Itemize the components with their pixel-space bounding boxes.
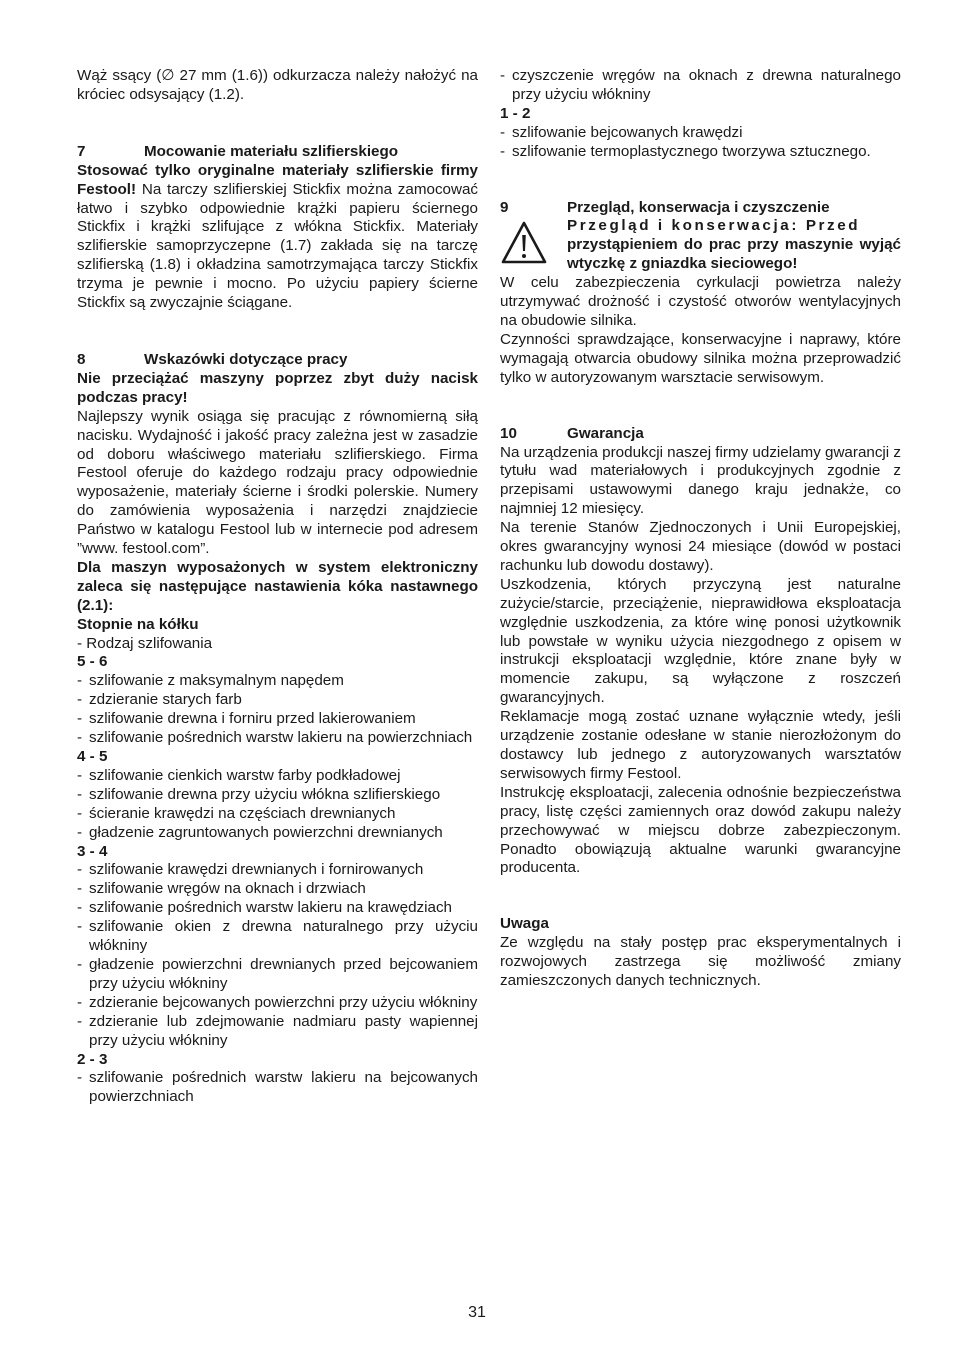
list-dash: - — [77, 766, 83, 784]
list-item-text: szlifowanie drewna przy użyciu włókna szlifierskiego — [89, 785, 441, 803]
section-9-heading — [500, 199, 901, 218]
level-2-3-list — [77, 1069, 478, 1107]
warning-triangle-icon — [500, 219, 548, 267]
list-dash: - — [77, 918, 83, 936]
list-item — [500, 124, 901, 143]
list-dash: - — [77, 899, 83, 917]
note-title: Uwaga — [500, 915, 549, 933]
level-2-3-label: 2 - 3 — [77, 1050, 108, 1068]
page-number: 31 — [468, 1304, 486, 1321]
list-dash: - — [500, 123, 506, 141]
level-4-5-list — [77, 767, 478, 843]
warranty-paragraph-4: Reklamacje mogą zostać uznane wyłącznie wtedy, jeśli urządzenie zostanie odesłane w stanie nierozłożonym do dostawcy lub jednego z autoryzowanych warsztatów serwisowych firmy Festool. — [500, 708, 901, 782]
list-item-text: szlifowanie cienkich warstw farby podkładowej — [89, 766, 401, 784]
level-1-2-list — [500, 124, 901, 162]
list-dash: - — [77, 823, 83, 841]
list-item-text: zdzieranie lub zdejmowanie nadmiaru pasty wapiennej przy użyciu włókniny — [89, 1012, 478, 1049]
list-dash: - — [77, 785, 83, 803]
list-dash: - — [77, 955, 83, 973]
level-2-3-continued-list — [500, 67, 901, 105]
list-item — [77, 729, 478, 748]
section-title: Wskazówki dotyczące pracy — [144, 350, 348, 368]
warning-line-1: Przegląd i konserwacja: Przed — [567, 217, 861, 235]
list-item — [77, 672, 478, 691]
left-column — [77, 67, 478, 1107]
level-5-6-list — [77, 672, 478, 748]
hose-paragraph: Wąż ssący (∅ 27 mm (1.6)) odkurzacza należy nałożyć na króciec odsysający (1.2). — [77, 67, 478, 103]
list-item — [77, 918, 478, 956]
list-dash: - — [77, 880, 83, 898]
section-title: Przegląd, konserwacja i czyszczenie — [567, 198, 830, 216]
list-item-text: szlifowanie pośrednich warstw lakieru na powierzchniach — [89, 729, 473, 747]
list-item-text: szlifowanie drewna i forniru przed lakierowaniem — [89, 710, 416, 728]
section-number: 8 — [77, 350, 86, 368]
list-item-text: ścieranie krawędzi na częściach drewnianych — [89, 804, 396, 822]
list-item-text: zdzieranie bejcowanych powierzchni przy użyciu włókniny — [89, 993, 478, 1011]
list-item-text: gładzenie zagruntowanych powierzchni drewnianych — [89, 823, 443, 841]
list-item-text: szlifowanie z maksymalnym napędem — [89, 672, 344, 690]
section-7-body — [77, 162, 478, 313]
list-dash: - — [500, 67, 506, 84]
list-dash: - — [77, 993, 83, 1011]
list-item — [77, 767, 478, 786]
section-9-paragraph-1: W celu zabezpieczenia cyrkulacji powietrza należy utrzymywać drożność i czystość otworów wentylacyjnych na obudowie silnika. — [500, 274, 901, 329]
list-item — [77, 786, 478, 805]
list-item — [77, 880, 478, 899]
list-dash: - — [77, 861, 83, 879]
list-item — [500, 143, 901, 162]
section-number: 7 — [77, 142, 86, 160]
list-item-text: szlifowanie krawędzi drewnianych i fornirowanych — [89, 861, 424, 879]
section-8-warning: Nie przeciążać maszyny poprzez zbyt duży nacisk podczas pracy! — [77, 369, 478, 406]
list-dash: - — [77, 729, 83, 747]
section-10-heading — [500, 425, 901, 444]
list-item — [77, 899, 478, 918]
level-3-4-label: 3 - 4 — [77, 842, 108, 860]
section-7-text: Na tarczy szlifierskiej Stickfix można zamocować łatwo i szybko odpowiednie krążki papieru ściernego Stickfix i krążki szlifujące z włókna Stickfix. Materiały szlifierskie samoprzyczepne (1.7) zakłada się na tarczę szlifierską (1.8) i okładzina samotrzymająca tarczy Stickfix trzyma je pewnie i mocno. Po użyciu papiery ścierne Stickfix są zwyczajnie ściągane. — [77, 180, 478, 312]
note-text: Ze względu na stały postęp prac eksperymentalnych i rozwojowych zastrzega się możliwość zmiany zamieszczonych danych technicznych. — [500, 934, 901, 990]
list-item — [77, 1069, 478, 1107]
section-title: Gwarancja — [567, 424, 644, 442]
list-item — [500, 67, 901, 105]
section-8-heading — [77, 351, 478, 370]
list-dash: - — [500, 142, 506, 160]
section-8-text: Najlepszy wynik osiąga się pracując z równomierną siłą nacisku. Wydajność i jakość pracy zależna jest w zasadzie od doboru właściwego materiału szlifierskiego. Firma Festool oferuje do każdego rodzaju pracy odpowiednie wyposażenie, materiały ścierne i środki polerskie. Numery do zamówienia wyposażenia i narzędzi znajdziecie Państwo w katalogu Festool lub w internecie pod adresem ”www. festool.com”. — [77, 407, 478, 558]
warranty-paragraph-5: Instrukcję eksploatacji, zalecenia odnośnie bezpieczeństwa pracy, listę części zamiennych oraz dowód zakupu należy przechowywać w miejscu dobrze zabezpieczonym. Ponadto obowiązują aktualne warunki gwarancyjne producenta. — [500, 783, 901, 877]
list-item-text: szlifowanie pośrednich warstw lakieru na krawędziach — [89, 899, 452, 917]
section-7-bold: Stosować tylko oryginalne materiały szlifierskie firmy Festool! — [77, 161, 478, 198]
section-number: 10 — [500, 424, 517, 442]
list-item-text: szlifowanie wręgów na oknach i drzwiach — [89, 880, 366, 898]
list-item-text: szlifowanie termoplastycznego tworzywa sztucznego. — [512, 142, 871, 160]
list-item-text: szlifowanie bejcowanych krawędzi — [512, 123, 743, 141]
list-item — [77, 710, 478, 729]
warranty-paragraph-1: Na urządzenia produkcji naszej firmy udzielamy gwarancji z tytułu wad materiałowych i produkcyjnych zgodnie z przepisami ustawowymi danego kraju jednakże, co najmniej 12 miesięcy. — [500, 443, 901, 518]
list-item-text: szlifowanie okien z drewna naturalnego przy użyciu włókniny — [89, 918, 478, 955]
list-dash: - — [77, 1069, 83, 1087]
warning-line-2: przystąpieniem do prac przy maszynie wyjąć wtyczkę z gniazdka sieciowego! — [567, 236, 901, 273]
list-dash: - — [77, 691, 83, 709]
list-item — [77, 956, 478, 994]
safety-warning — [500, 217, 901, 274]
section-number: 9 — [500, 198, 509, 216]
list-item-text: szlifowanie pośrednich warstw lakieru na bejcowanych powierzchniach — [89, 1069, 478, 1106]
list-dash: - — [77, 710, 83, 728]
warranty-paragraph-3: Uszkodzenia, których przyczyną jest naturalne zużycie/starcie, przeciążenie, nieprawidłowa eksploatacja względnie uszkodzenia, za które winę ponosi użytkownik lub powstałe w wyniku użycia niezgodnego z opisem w instrukcji eksploatacji względnie, które znane były w momencie zakupu, są wyłączone z roszczeń gwarancyjnych. — [500, 575, 901, 707]
level-1-2-label: 1 - 2 — [500, 104, 531, 122]
list-item — [77, 691, 478, 710]
sanding-type-label: - Rodzaj szlifowania — [77, 634, 213, 652]
list-item-text: czyszczenie wręgów na oknach z drewna naturalnego przy użyciu włókniny — [512, 67, 901, 103]
list-item — [77, 805, 478, 824]
list-item-text: gładzenie powierzchni drewnianych przed bejcowaniem przy użyciu włókniny — [89, 955, 478, 992]
list-item — [77, 994, 478, 1013]
list-item — [77, 861, 478, 880]
level-4-5-label: 4 - 5 — [77, 748, 108, 765]
list-dash: - — [77, 804, 83, 822]
right-column — [500, 67, 901, 991]
section-title: Mocowanie materiału szlifierskiego — [144, 142, 399, 160]
wheel-levels-heading: Stopnie na kółku — [77, 615, 199, 633]
list-item — [77, 1013, 478, 1051]
list-dash: - — [77, 672, 83, 690]
list-item-text: zdzieranie starych farb — [89, 691, 242, 709]
section-7-heading — [77, 143, 478, 162]
warranty-paragraph-2: Na terenie Stanów Zjednoczonych i Unii Europejskiej, okres gwarancyjny wynosi 24 miesiące (dowód w postaci rachunku lub dowodu dostawy). — [500, 519, 901, 574]
list-dash: - — [77, 1012, 83, 1030]
section-8-electronic: Dla maszyn wyposażonych w system elektroniczny zaleca się następujące nastawienia kóka nastawnego (2.1): — [77, 558, 478, 614]
list-item — [77, 824, 478, 843]
level-5-6-label: 5 - 6 — [77, 653, 108, 671]
level-3-4-list — [77, 861, 478, 1050]
section-9-paragraph-2: Czynności sprawdzające, konserwacyjne i naprawy, które wymagają otwarcia obudowy silnika można przeprowadzić tylko w autoryzowanym warsztacie serwisowym. — [500, 330, 901, 386]
